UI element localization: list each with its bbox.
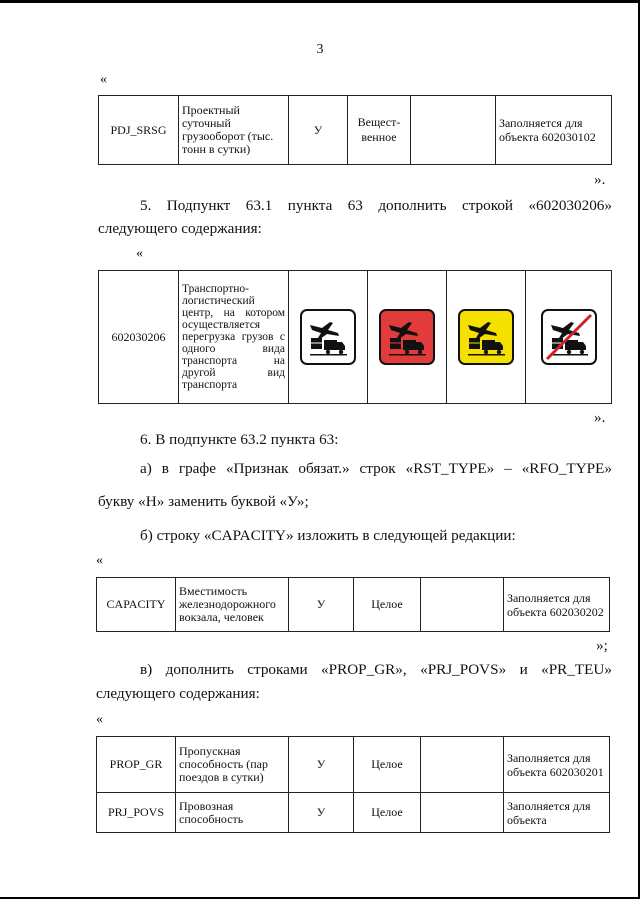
- page-number: 3: [316, 42, 324, 57]
- open-quote-2: «: [136, 246, 143, 261]
- table-row: [97, 793, 610, 833]
- table-pdj-srsg: [98, 95, 612, 165]
- table-row: [97, 737, 610, 793]
- open-quote-3: «: [96, 553, 103, 568]
- cell-code: PDJ_SRSG: [99, 96, 179, 165]
- item-6v-line-1: в) дополнить строками «PROP_GR», «PRJ_POVS» и «PR_TEU»: [140, 661, 612, 678]
- cell-description: Пропускная способность (пар поездов в сутки): [176, 737, 289, 793]
- item-5-line-2: следующего содержания:: [98, 220, 262, 237]
- cell-description: Проектный суточный грузооборот (тыс. тонн в сутки): [179, 96, 289, 165]
- cell-description: Транспортно-логистический центр, на котором осуществляется перегрузка грузов с одного вида транспорта на другой вид транспорта: [179, 271, 289, 404]
- scan-edge-top: [0, 0, 640, 3]
- table-row: [97, 578, 610, 632]
- cell-note: Заполняется для объекта: [504, 793, 610, 833]
- cell-description: Провозная способность: [176, 793, 289, 833]
- cell-type: Целое: [354, 793, 421, 833]
- cell-code: PRJ_POVS: [97, 793, 176, 833]
- table-row: [99, 271, 612, 404]
- item-6a-line-1: а) в графе «Признак обязат.» строк «RST_TYPE» – «RFO_TYPE»: [140, 460, 612, 477]
- close-quote-2: ».: [594, 409, 606, 426]
- item-6a-line-2: букву «Н» заменить буквой «У»;: [98, 493, 309, 510]
- transport-logistics-white-icon: [300, 309, 356, 365]
- cell-sign-1: [289, 271, 368, 404]
- table-capacity: [96, 577, 610, 632]
- cell-sign-2: [368, 271, 447, 404]
- table-row: [99, 96, 612, 165]
- close-quote-3: »;: [596, 637, 608, 654]
- cell-code: CAPACITY: [97, 578, 176, 632]
- cell-extra: [421, 793, 504, 833]
- cell-flag: У: [289, 737, 354, 793]
- cell-type: Целое: [354, 737, 421, 793]
- close-quote-1: ».: [594, 171, 606, 188]
- cell-note: Заполняется для объекта 602030202: [504, 578, 610, 632]
- item-5-line-1: 5. Подпункт 63.1 пункта 63 дополнить строкой «602030206»: [140, 197, 612, 214]
- cell-sign-4: [526, 271, 612, 404]
- cell-note: Заполняется для объекта 602030102: [496, 96, 612, 165]
- open-quote-1: «: [100, 72, 107, 87]
- cell-sign-3: [447, 271, 526, 404]
- cell-extra: [421, 737, 504, 793]
- cell-flag: У: [289, 578, 354, 632]
- cell-note: Заполняется для объекта 602030201: [504, 737, 610, 793]
- table-new-rows: [96, 736, 610, 833]
- cell-description: Вместимость железнодорожного вокзала, человек: [176, 578, 289, 632]
- item-6v-line-2: следующего содержания:: [96, 685, 260, 702]
- transport-logistics-crossed-icon: [541, 309, 597, 365]
- table-602030206: [98, 270, 612, 404]
- cell-extra: [411, 96, 496, 165]
- transport-logistics-yellow-icon: [458, 309, 514, 365]
- cell-flag: У: [289, 96, 348, 165]
- cell-type: Вещест-венное: [348, 96, 411, 165]
- cell-type: Целое: [354, 578, 421, 632]
- cell-code: 602030206: [99, 271, 179, 404]
- cell-code: PROP_GR: [97, 737, 176, 793]
- cell-extra: [421, 578, 504, 632]
- cell-flag: У: [289, 793, 354, 833]
- item-6: 6. В подпункте 63.2 пункта 63:: [140, 431, 339, 448]
- transport-logistics-red-icon: [379, 309, 435, 365]
- open-quote-4: «: [96, 712, 103, 727]
- item-6b: б) строку «CAPACITY» изложить в следующей редакции:: [140, 527, 516, 544]
